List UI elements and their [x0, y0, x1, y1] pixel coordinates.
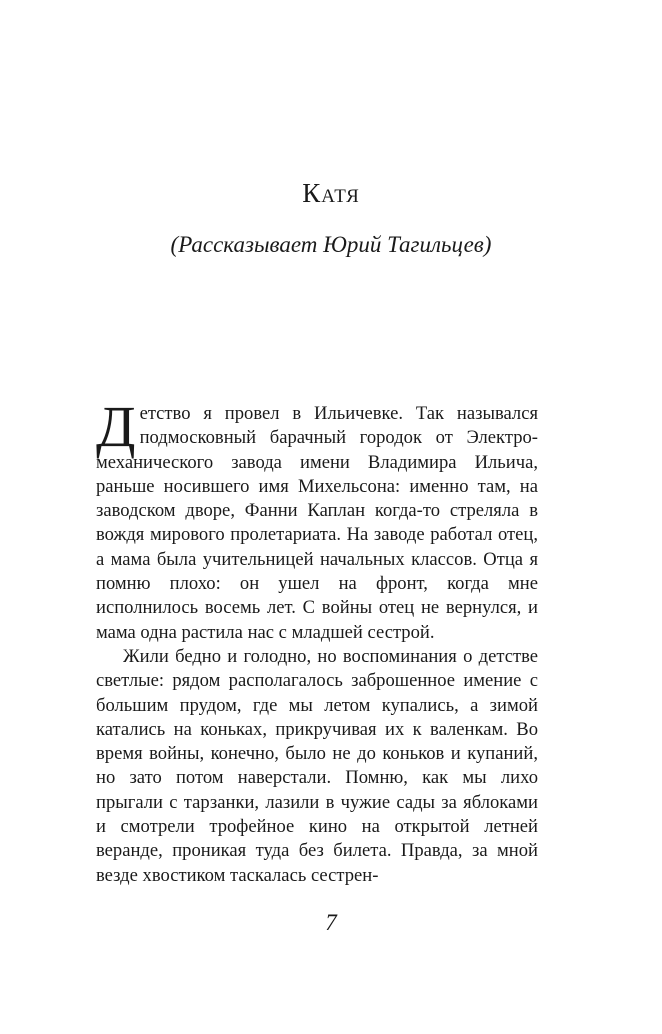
paragraph-2: Жили бедно и голодно, но воспоминания о детстве светлые: рядом располагалось заброшенное имение с большим прудом, где мы летом купались, а зимой катались на коньках, прикручивая их к валенкам. Во время войны, конечно, было не до коньков и купаний, но зато потом наверстали. Помню, как мы лихо прыгали с тарзанки, лазили в чужие сады за яблоками и смотрели трофейное кино на открытой летней веранде, проникая туда без билета. Правда, за мной везде хвостиком таскалась сестрен- [96, 645, 538, 886]
body-text [96, 394, 538, 888]
paragraph-1 [96, 394, 538, 645]
chapter-title: Катя [302, 178, 360, 208]
chapter-subtitle: (Рассказывает Юрий Тагильцев) [170, 232, 492, 257]
drop-cap: Д [96, 394, 136, 459]
paragraph-1-text: етство я провел в Ильичевке. Так назывался подмосковный барачный городок от Электромеханического завода имени Владимира Ильича, раньше носившего имя Михельсона: именно там, на заводском дворе, Фанни Каплан когда-то стреляла в вождя мирового пролетариата. На заводе работал отец, а мама была учительницей начальных классов. Отца я помню плохо: он ушел на фронт, когда мне исполнилось восемь лет. С войны отец не вернулся, и мама одна растила нас с младшей сестрой. [96, 403, 538, 643]
page-number: 7 [325, 910, 337, 935]
